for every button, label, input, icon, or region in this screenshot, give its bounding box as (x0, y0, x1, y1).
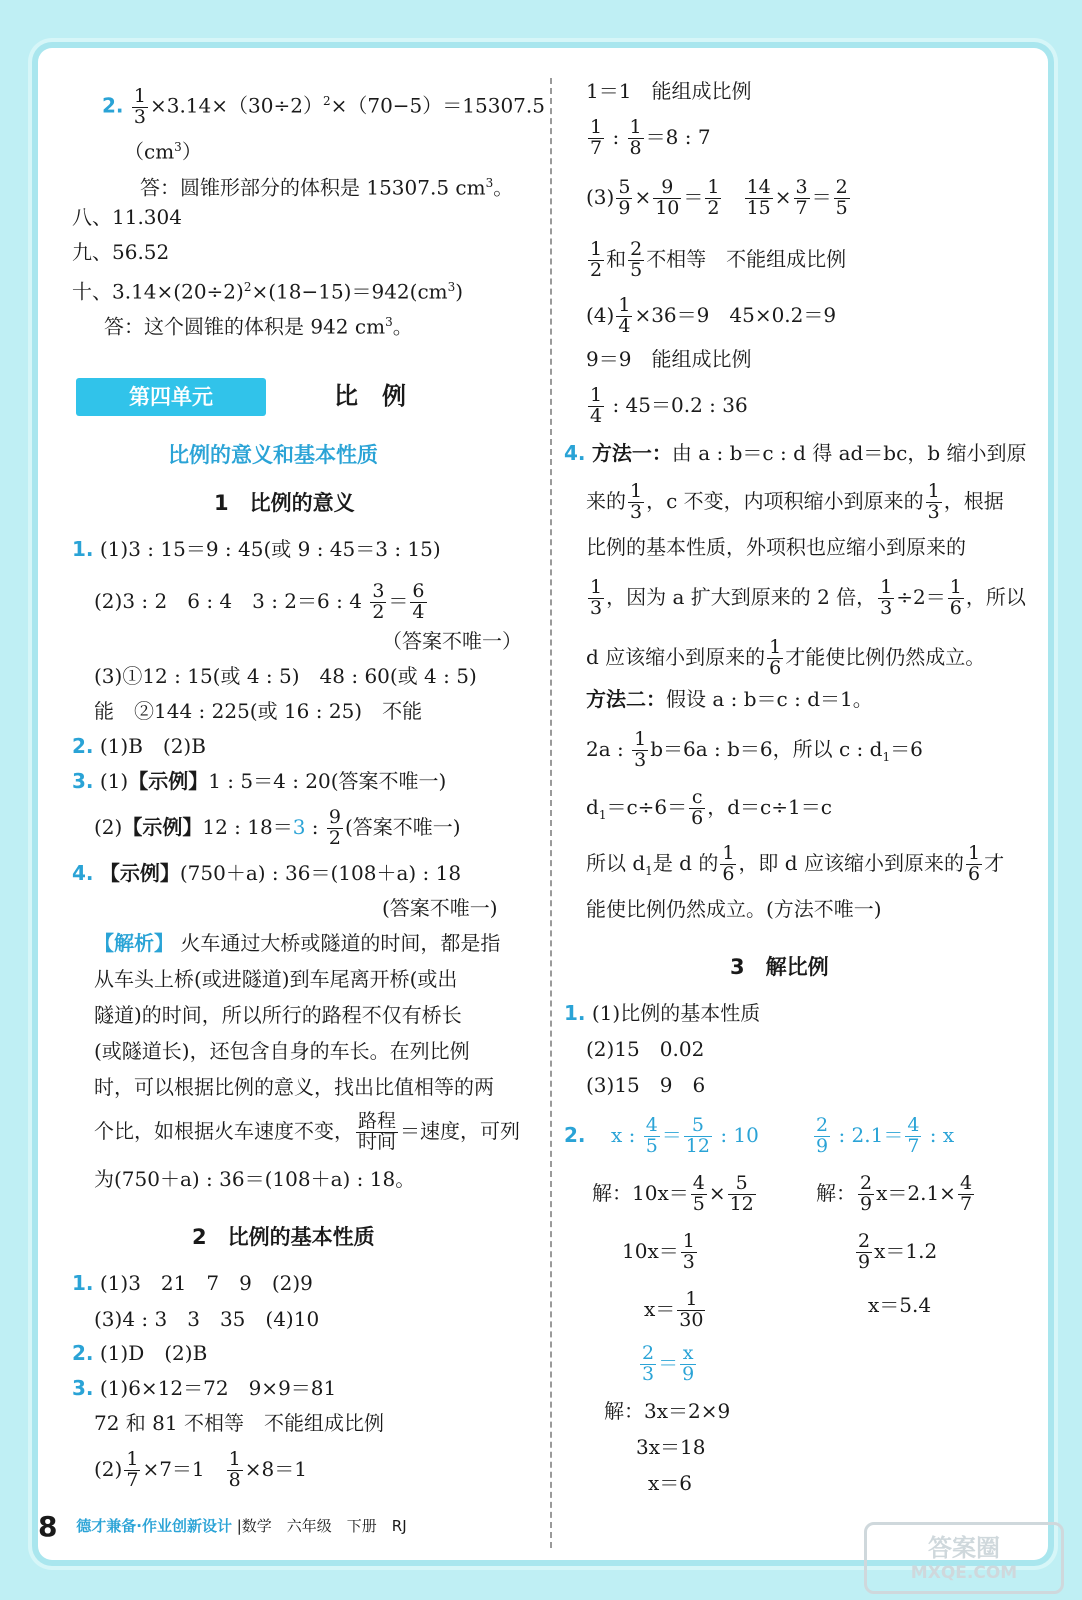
analysis-line-1: 【解析】 火车通过大桥或隧道的时间，都是指 (94, 931, 501, 955)
unit-title: 比 例 (334, 382, 406, 410)
l3-q2-eq-c: $\frac{2}{3}$ ＝ $\frac{x}{9}$ (642, 1342, 695, 1385)
book-subject: |数学 六年级 下册 RJ (236, 1517, 407, 1535)
l2-q3-part3: (2) $\frac{1}{7}$ ×7＝1 $\frac{1}{8}$ ×8＝1 (94, 1448, 307, 1491)
sol-a-1: 解：10x＝ $\frac{4}{5}$ × $\frac{5}{12}$ (592, 1172, 754, 1215)
sol-a-3: x＝ $\frac{1}{30}$ (644, 1288, 704, 1331)
l1-q1-part2: (2)3 : 2 6 : 4 3 : 2＝6 : 4 $\frac{3}{2}$ ＝ $\frac{6}{4}$ (94, 580, 425, 623)
answer-shi: 十、$3.14\times(20\div 2)^2\times(18-15)=942(cm^3)$ (72, 279, 464, 304)
book-title: 德才兼备·作业创新设计 (76, 1517, 232, 1535)
answer-shi-conclusion: 答：这个圆锥的体积是 942 $cm^3$。 (104, 314, 413, 339)
lesson-3-title: 3 解比例 (730, 955, 829, 979)
answer-ba: 八、11.304 (72, 205, 182, 229)
sol-b-1: 解： $\frac{2}{9}$ x＝2.1× $\frac{4}{7}$ (816, 1172, 973, 1215)
analysis-line-2: 从车头上桥(或进隧道)到车尾离开桥(或出 (94, 967, 458, 991)
l1-q1-part3b: 能 ②144 : 225(或 16 : 25) 不能 (94, 699, 423, 723)
r-q4-line-1: 4. 方法一：由 a : b＝c : d 得 ad＝bc，b 缩小到原 (564, 441, 1027, 465)
section-title: 比例的意义和基本性质 (168, 443, 378, 467)
sol-c-1: 解：3x＝2×9 (604, 1399, 731, 1423)
l1-q2: 2. (1)B (2)B (72, 734, 206, 758)
q2-formula: 2. $\frac{1}{3}$ $\times 3.14\times(30\div 2)^2\times(70-5)=15307.5$ (102, 84, 545, 128)
r-q4-line-3: 比例的基本性质，外项积也应缩小到原来的 (586, 535, 966, 559)
l1-q4: 4. 【示例】(750＋a) : 36＝(108＋a) : 18 (72, 861, 462, 885)
r-q4-line-8: $d_1=c\div 6=$ $\frac{c}{6}$ ，d＝c÷1＝c (586, 786, 832, 829)
l1-q1-part3: (3)①12 : 15(或 4 : 5) 48 : 60(或 4 : 5) (94, 664, 477, 688)
r-q4-line-4: $\frac{1}{3}$ ，因为 a 扩大到原来的 2 倍， $\frac{1}{3}$ ÷2＝ $\frac{1}{6}$ ，所以 (590, 576, 1026, 619)
analysis-line-4: (或隧道长)，还包含自身的车长。在列比例 (94, 1039, 470, 1063)
l2-q1-part1: 1. (1)3 21 7 9 (2)9 (72, 1271, 313, 1295)
r-q4-line-5: d 应该缩小到原来的 $\frac{1}{6}$ 才能使比例仍然成立。 (586, 636, 986, 679)
sol-a-2: 10x＝ $\frac{1}{3}$ (622, 1230, 695, 1273)
r-line-4: $\frac{1}{2}$ 和 $\frac{2}{5}$ 不相等 不能组成比例 (590, 238, 847, 281)
analysis-line-7: 为(750＋a) : 36＝(108＋a) : 18。 (94, 1167, 416, 1191)
lesson-2-title: 2 比例的基本性质 (192, 1225, 375, 1249)
r-line-1: 1＝1 能组成比例 (586, 79, 752, 103)
r-line-3: (3) $\frac{5}{9}$ × $\frac{9}{10}$ ＝ $\frac{1}{2}$ $\frac{14}{15}$ × $\frac{3}{7}$ ＝ $\frac{2}{5}$ (586, 176, 848, 219)
l1-q3-part1: 3. (1)【示例】1 : 5＝4 : 20(答案不唯一) (72, 769, 447, 793)
analysis-line-6: 个比，如根据火车速度不变， $\frac{\text{路程}}{\text{时间}}$ ＝速度，可列 (94, 1110, 521, 1153)
r-q4-line-2: 来的 $\frac{1}{3}$ ，c 不变，内项积缩小到原来的 $\frac{1}{3}$ ，根据 (586, 480, 1004, 523)
l3-q2-eq-b: $\frac{2}{9}$ : 2.1＝ $\frac{4}{7}$ : x (816, 1114, 955, 1157)
analysis-line-5: 时，可以根据比例的意义，找出比值相等的两 (94, 1075, 494, 1099)
l2-q3-part1: 3. (1)6×12＝72 9×9＝81 (72, 1376, 337, 1400)
page-footer (38, 1510, 407, 1543)
l3-q1-part1: 1. (1)比例的基本性质 (564, 1001, 761, 1025)
r-line-6: 9＝9 能组成比例 (586, 347, 752, 371)
sol-b-2: $\frac{2}{9}$ x＝1.2 (858, 1230, 938, 1273)
sol-c-3: x＝6 (648, 1471, 693, 1495)
analysis-line-3: 隧道)的时间，所以所行的路程不仅有桥长 (94, 1003, 462, 1027)
l1-q3-part2: (2)【示例】12 : 18＝3 : $\frac{9}{2}$ (答案不唯一) (94, 806, 461, 849)
unit-badge: 第四单元 (76, 378, 266, 416)
l1-q1-note: （答案不唯一） (382, 629, 522, 653)
lesson-1-title: 1 比例的意义 (214, 491, 355, 515)
sol-c-2: 3x＝18 (636, 1435, 706, 1459)
l1-q1-part1: 1. (1)3 : 15＝9 : 45(或 9 : 45＝3 : 15) (72, 537, 441, 561)
answer-page (38, 48, 1048, 1560)
page-number: 8 (38, 1510, 58, 1543)
column-divider (550, 78, 552, 1548)
r-line-5: (4) $\frac{1}{4}$ ×36＝9 45×0.2＝9 (586, 294, 837, 337)
r-line-2: $\frac{1}{7}$ : $\frac{1}{8}$ ＝8 : 7 (590, 116, 711, 159)
sol-b-3: x＝5.4 (868, 1293, 932, 1317)
answer-jiu: 九、56.52 (72, 240, 170, 264)
l3-q2-eq-a: 2. x : $\frac{4}{5}$ ＝ $\frac{5}{12}$ : 10 (564, 1114, 759, 1157)
r-q4-line-9: 所以 $d_1$是 d 的 $\frac{1}{6}$ ，即 d 应该缩小到原来的 $\frac{1}{6}$ 才 (586, 842, 1005, 885)
l1-q4-note: (答案不唯一) (382, 896, 498, 920)
l3-q1-part2: (2)15 0.02 (586, 1037, 705, 1061)
q2-answer: 答：圆锥形部分的体积是 15307.5 $cm^3$。 (140, 175, 514, 200)
l2-q1-part2: (3)4 : 3 3 35 (4)10 (94, 1307, 320, 1331)
r-line-7: $\frac{1}{4}$ : 45＝0.2 : 36 (590, 384, 748, 427)
l2-q3-part2: 72 和 81 不相等 不能组成比例 (94, 1411, 384, 1435)
q2-unit: $(cm^3)$ (124, 139, 202, 164)
l2-q2: 2. (1)D (2)B (72, 1341, 208, 1365)
l3-q1-part3: (3)15 9 6 (586, 1073, 706, 1097)
r-q4-method2: 方法二：假设 a : b＝c : d＝1。 (586, 687, 873, 711)
watermark-logo: 答案圈 MXQE.COM (864, 1522, 1064, 1594)
r-q4-line-10: 能使比例仍然成立。(方法不唯一) (586, 897, 882, 921)
r-q4-line-7: 2a : $\frac{1}{3}$ b＝6a : b＝6，所以 c : $d_1=6$ (586, 728, 923, 771)
